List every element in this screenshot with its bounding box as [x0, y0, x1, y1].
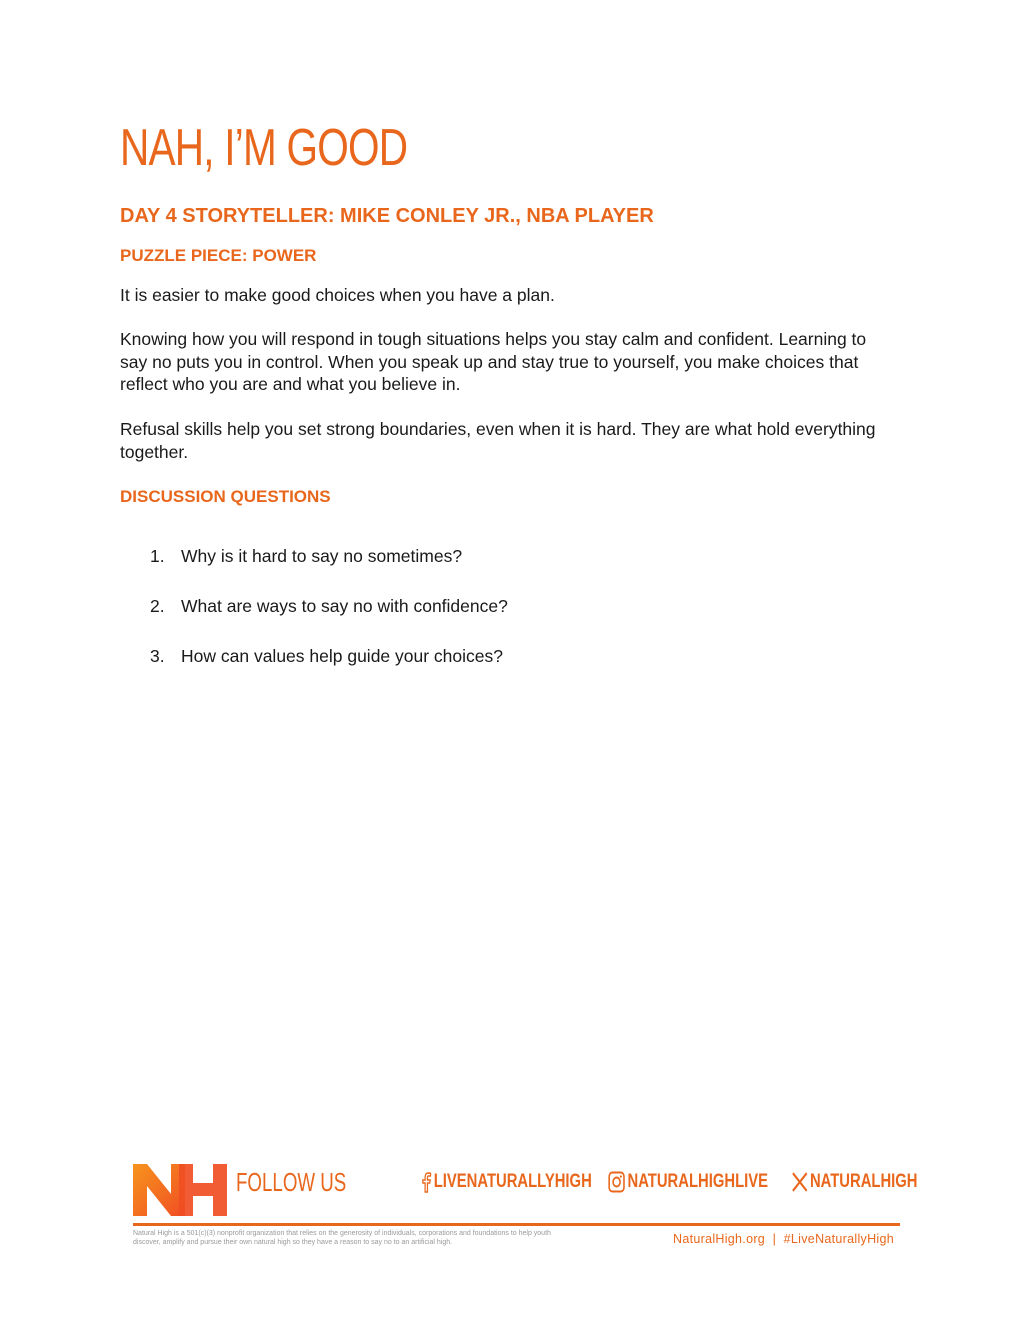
storyteller-heading: DAY 4 STORYTELLER: MIKE CONLEY JR., NBA PLAYER: [120, 205, 654, 227]
question-number: 1.: [150, 546, 165, 566]
intro-paragraph: It is easier to make good choices when you have a plan.: [120, 285, 555, 305]
facebook-icon: [422, 1171, 431, 1193]
natural-high-logo: [133, 1164, 227, 1216]
facebook-link[interactable]: [422, 1170, 592, 1194]
question-item: [150, 645, 508, 695]
page-title: NAH, I’M GOOD: [120, 119, 408, 177]
footer-divider: [133, 1223, 900, 1226]
instagram-link[interactable]: [608, 1170, 768, 1194]
instagram-icon: [608, 1171, 625, 1193]
puzzle-piece-heading: PUZZLE PIECE: POWER: [120, 246, 317, 265]
question-text: What are ways to say no with confidence?: [181, 596, 508, 616]
question-text: How can values help guide your choices?: [181, 646, 503, 666]
x-handle: NATURALHIGH: [809, 1171, 918, 1192]
footer: [0, 1150, 1024, 1270]
body-paragraph: Refusal skills help you set strong boundaries, even when it is hard. They are what hold everything together.: [120, 419, 876, 462]
question-number: 2.: [150, 596, 165, 616]
nonprofit-disclaimer: Natural High is a 501(c)(3) nonprofit organization that relies on the generosity of individuals, corporations and foundations to help youth discover, amplify and pursue their own natural high so they have a reason to say no to an artificial high.: [133, 1230, 551, 1246]
question-list: [150, 545, 508, 695]
question-item: [150, 595, 508, 645]
follow-us-label: FOLLOW US: [236, 1167, 347, 1197]
discussion-heading: DISCUSSION QUESTIONS: [120, 487, 331, 506]
x-link[interactable]: [792, 1170, 918, 1194]
facebook-handle: LIVENATURALLYHIGH: [433, 1171, 592, 1192]
question-item: [150, 545, 508, 595]
question-text: Why is it hard to say no sometimes?: [181, 546, 463, 566]
question-number: 3.: [150, 646, 165, 666]
instagram-handle: NATURALHIGHLIVE: [627, 1171, 769, 1192]
body-paragraph: Knowing how you will respond in tough situations helps you stay calm and confident. Learning to say no puts you in control. When you speak up and stay true to yourself, you make choices that reflect who you are and what you believe in.: [120, 329, 867, 394]
x-icon: [792, 1172, 808, 1192]
website-link[interactable]: NaturalHigh.org | #LiveNaturallyHigh: [673, 1232, 894, 1246]
